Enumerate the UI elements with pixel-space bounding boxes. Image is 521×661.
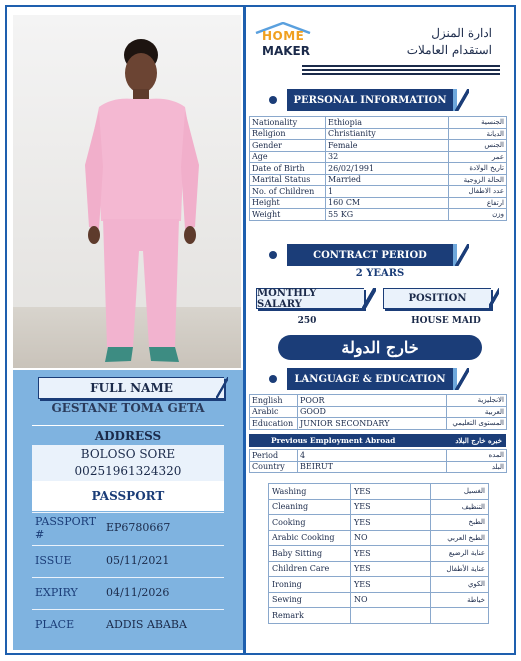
table-row bbox=[250, 406, 507, 418]
logo-text-maker: MAKER bbox=[262, 44, 310, 58]
row-label-arabic: عدد الاطفال bbox=[449, 186, 507, 198]
table-row bbox=[250, 450, 507, 462]
row-value: 160 CM bbox=[326, 197, 449, 209]
bullet-dot-icon bbox=[269, 96, 277, 104]
row-label: Date of Birth bbox=[250, 163, 326, 175]
row-label: English bbox=[250, 395, 298, 407]
header-stripes bbox=[302, 65, 500, 77]
language-education-header bbox=[269, 368, 457, 390]
table-row bbox=[269, 515, 489, 531]
passport-row-label: PLACE bbox=[35, 618, 75, 631]
row-label: Age bbox=[250, 151, 326, 163]
table-row bbox=[269, 608, 489, 624]
row-label-arabic: العربية bbox=[447, 406, 507, 418]
row-value: 32 bbox=[326, 151, 449, 163]
row-label: Height bbox=[250, 197, 326, 209]
row-label-arabic: الجنسية bbox=[449, 117, 507, 129]
row-value: 26/02/1991 bbox=[326, 163, 449, 175]
agency-name-arabic: ادارة المنزل bbox=[431, 26, 492, 40]
home-maker-logo bbox=[254, 22, 332, 62]
table-row bbox=[250, 140, 507, 152]
position-slash-decoration bbox=[489, 288, 499, 309]
row-label-arabic: المستوى التعليمي bbox=[447, 418, 507, 430]
table-row bbox=[269, 484, 489, 500]
table-row bbox=[250, 128, 507, 140]
skill-value: YES bbox=[351, 484, 431, 500]
row-label-arabic: البلد bbox=[447, 461, 507, 473]
skill-label-arabic: التنظيف bbox=[431, 499, 489, 515]
skill-value: NO bbox=[351, 530, 431, 546]
abroad-badge: خارج الدولة bbox=[278, 335, 482, 360]
skill-label: Cleaning bbox=[269, 499, 351, 515]
row-value: GOOD bbox=[298, 406, 447, 418]
contract-period-header bbox=[269, 244, 457, 266]
row-label-arabic: عمر bbox=[449, 151, 507, 163]
phone-number: 00251961324320 bbox=[74, 464, 182, 478]
previous-employment-table bbox=[249, 449, 507, 473]
table-row bbox=[250, 395, 507, 407]
remark-label: Remark bbox=[269, 608, 351, 624]
passport-row-value: EP6780667 bbox=[106, 521, 171, 534]
fullname-slash-decoration bbox=[216, 377, 228, 399]
personal-info-header bbox=[269, 89, 457, 111]
row-value: 1 bbox=[326, 186, 449, 198]
column-divider bbox=[243, 7, 246, 653]
address-label: ADDRESS bbox=[32, 425, 224, 445]
passport-label: PASSPORT bbox=[32, 481, 224, 511]
row-label: Weight bbox=[250, 209, 326, 221]
fullname-label: FULL NAME bbox=[38, 377, 224, 399]
personal-info-title: PERSONAL INFORMATION bbox=[287, 89, 457, 111]
previous-employment-header bbox=[249, 434, 506, 447]
skill-value: YES bbox=[351, 515, 431, 531]
row-label: No. of Children bbox=[250, 186, 326, 198]
skill-label-arabic: عناية الأطفال bbox=[431, 561, 489, 577]
table-row bbox=[250, 186, 507, 198]
skill-label-arabic: عناية الرضيع bbox=[431, 546, 489, 562]
passport-row-value: 05/11/2021 bbox=[106, 554, 170, 567]
row-label: Marital Status bbox=[250, 174, 326, 186]
passport-row-label: PASSPORT # bbox=[35, 514, 97, 541]
skill-label: Baby Sitting bbox=[269, 546, 351, 562]
row-label-arabic: تاريخ الولادة bbox=[449, 163, 507, 175]
remark-value bbox=[351, 608, 431, 624]
agency-subtitle-arabic: استقدام العاملات bbox=[406, 43, 492, 57]
skill-label-arabic: خياطة bbox=[431, 592, 489, 608]
row-label: Gender bbox=[250, 140, 326, 152]
passport-expiry-row bbox=[32, 577, 224, 607]
table-row bbox=[250, 418, 507, 430]
row-label: Religion bbox=[250, 128, 326, 140]
table-row bbox=[250, 151, 507, 163]
table-row bbox=[269, 530, 489, 546]
position-value: HOUSE MAID bbox=[411, 316, 481, 326]
row-label: Education bbox=[250, 418, 298, 430]
skill-label-arabic: الغسيل bbox=[431, 484, 489, 500]
passport-row-label: EXPIRY bbox=[35, 586, 78, 599]
row-value: BEIRUT bbox=[298, 461, 447, 473]
passport-place-row bbox=[32, 609, 224, 639]
skill-value: NO bbox=[351, 592, 431, 608]
address-block bbox=[32, 445, 224, 481]
row-value: Married bbox=[326, 174, 449, 186]
bullet-dot-icon bbox=[269, 251, 277, 259]
skill-label: Children Care bbox=[269, 561, 351, 577]
table-row bbox=[250, 163, 507, 175]
table-row bbox=[269, 499, 489, 515]
candidate-photo bbox=[13, 15, 241, 368]
skill-label: Ironing bbox=[269, 577, 351, 593]
row-value: Christianity bbox=[326, 128, 449, 140]
row-label: Nationality bbox=[250, 117, 326, 129]
table-row bbox=[250, 461, 507, 473]
skill-label-arabic: الطبخ العربي bbox=[431, 530, 489, 546]
passport-row-value: ADDIS ABABA bbox=[106, 618, 187, 631]
row-label-arabic: وزن bbox=[449, 209, 507, 221]
row-label: Arabic bbox=[250, 406, 298, 418]
row-label-arabic: الجنس bbox=[449, 140, 507, 152]
row-label: Period bbox=[250, 450, 298, 462]
row-label-arabic: ارتفاع bbox=[449, 197, 507, 209]
row-value: Female bbox=[326, 140, 449, 152]
row-value: JUNIOR SECONDARY bbox=[298, 418, 447, 430]
row-value: POOR bbox=[298, 395, 447, 407]
remark-label-arabic bbox=[431, 608, 489, 624]
skill-value: YES bbox=[351, 499, 431, 515]
language-table bbox=[249, 394, 507, 430]
skill-label-arabic: الطبخ bbox=[431, 515, 489, 531]
logo-text-home: HOME bbox=[262, 29, 305, 43]
row-value: Ethiopia bbox=[326, 117, 449, 129]
skill-label: Cooking bbox=[269, 515, 351, 531]
language-education-title: LANGUAGE & EDUCATION bbox=[287, 368, 457, 390]
skill-value: YES bbox=[351, 561, 431, 577]
address-line: BOLOSO SORE bbox=[80, 447, 176, 461]
row-label-arabic: الحالة الزوجية bbox=[449, 174, 507, 186]
table-row bbox=[269, 561, 489, 577]
passport-issue-row bbox=[32, 545, 224, 575]
table-row bbox=[250, 174, 507, 186]
contract-period-title: CONTRACT PERIOD bbox=[287, 244, 457, 266]
skill-value: YES bbox=[351, 577, 431, 593]
skill-value: YES bbox=[351, 546, 431, 562]
row-label-arabic: المده bbox=[447, 450, 507, 462]
table-row bbox=[250, 117, 507, 129]
passport-row-value: 04/11/2026 bbox=[106, 586, 170, 599]
previous-employment-title-arabic: خبره خارج البلاد bbox=[455, 436, 502, 445]
position-label: POSITION bbox=[383, 288, 491, 309]
passport-row-label: ISSUE bbox=[35, 554, 72, 567]
table-row bbox=[269, 577, 489, 593]
person-photo-icon bbox=[13, 15, 241, 368]
contract-period-value: 2 YEARS bbox=[355, 268, 405, 279]
skill-label-arabic: الكوي bbox=[431, 577, 489, 593]
row-label-arabic: الانجليزية bbox=[447, 395, 507, 407]
bullet-dot-icon bbox=[269, 375, 277, 383]
table-row bbox=[269, 546, 489, 562]
row-value: 4 bbox=[298, 450, 447, 462]
table-row bbox=[250, 209, 507, 221]
row-label: Country bbox=[250, 461, 298, 473]
skill-label: Arabic Cooking bbox=[269, 530, 351, 546]
skill-label: Washing bbox=[269, 484, 351, 500]
table-row bbox=[250, 197, 507, 209]
passport-number-row bbox=[32, 512, 224, 542]
row-value: 55 KG bbox=[326, 209, 449, 221]
skill-label: Sewing bbox=[269, 592, 351, 608]
row-label-arabic: الديانة bbox=[449, 128, 507, 140]
salary-slash-decoration bbox=[362, 288, 376, 309]
personal-info-table bbox=[249, 116, 507, 221]
skills-table bbox=[268, 483, 489, 624]
monthly-salary-value: 250 bbox=[297, 316, 317, 326]
monthly-salary-label: MONTHLY SALARY bbox=[256, 288, 364, 309]
previous-employment-title: Previous Employment Abroad bbox=[271, 436, 396, 445]
table-row bbox=[269, 592, 489, 608]
fullname-value: GESTANE TOMA GETA bbox=[51, 401, 205, 415]
